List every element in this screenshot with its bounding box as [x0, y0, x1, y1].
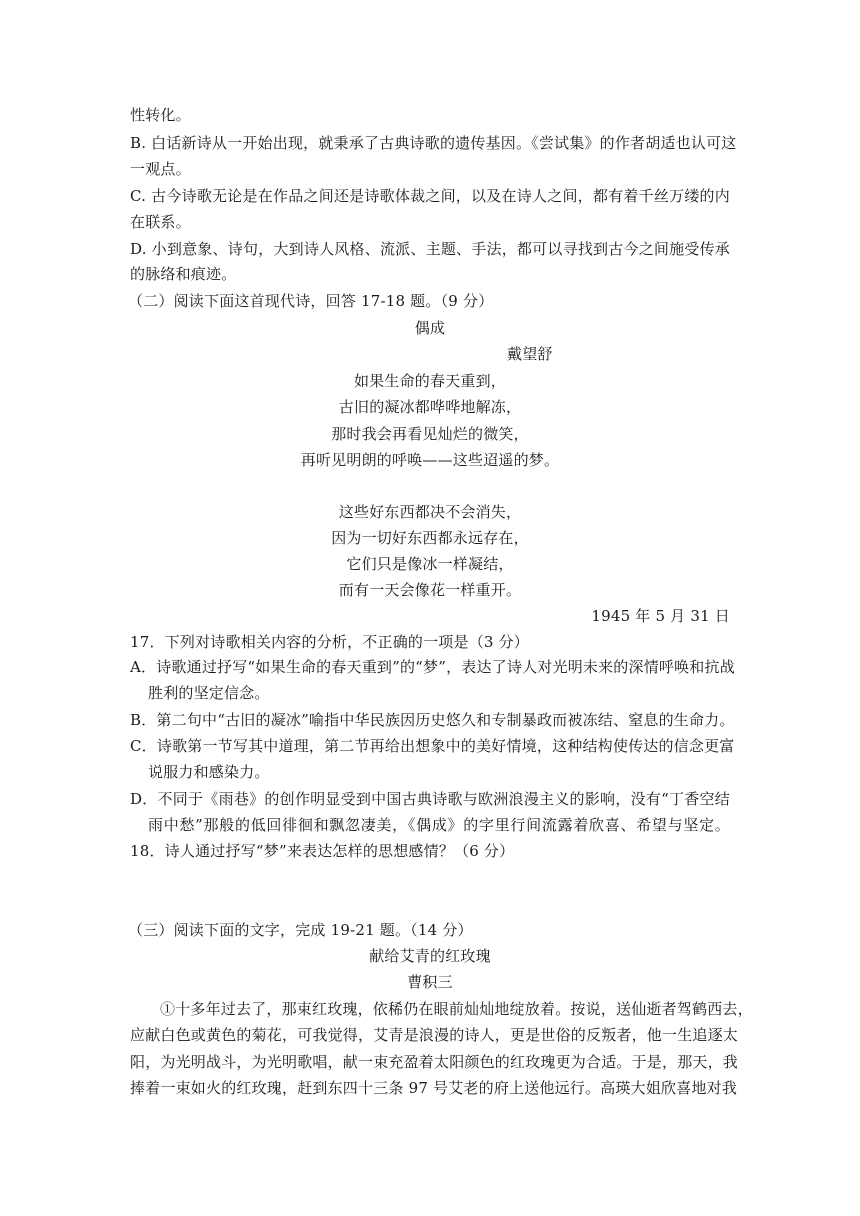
option-c-line1: C. 古今诗歌无论是在作品之间还是诗歌体裁之间，以及在诗人之间，都有着千丝万缕的内 — [130, 187, 730, 205]
q17-option-c-line1: C．诗歌第一节写其中道理，第二节再给出想象中的美好情境，这种结构使传达的信念更富 — [130, 737, 735, 755]
paragraph-line: 应献白色或黄色的菊花，可我觉得，艾青是浪漫的诗人，更是世俗的反叛者，他一生追逐太 — [130, 1026, 739, 1044]
option-b-line1: B. 白话新诗从一开始出现，就秉承了古典诗歌的遗传基因。《尝试集》的作者胡适也认可这 — [130, 134, 737, 152]
section-2-heading: （二）阅读下面这首现代诗，回答 17-18 题。（9 分） — [128, 292, 494, 310]
poem-date: 1945 年 5 月 31 日 — [591, 607, 730, 625]
poem-line: 如果生命的春天重到， — [353, 372, 506, 390]
poem-line: 古旧的凝冰都哗哗地解冻， — [338, 398, 522, 416]
question-17-stem: 17．下列对诗歌相关内容的分析，不正确的一项是（3 分） — [130, 633, 530, 651]
q17-option-b: B．第二句中“古旧的凝冰”喻指中华民族因历史悠久和专制暴政而被冻结、窒息的生命力。 — [130, 711, 735, 729]
option-c-line2: 在联系。 — [130, 213, 191, 231]
poem-title: 偶成 — [414, 319, 446, 337]
paragraph-line: 阳，为光明战斗，为光明歌唱，献一束充盈着太阳颜色的红玫瑰更为合适。于是，那天，我 — [130, 1053, 739, 1071]
poem-line: 再听见明朗的呼唤——这些迢遥的梦。 — [300, 451, 560, 469]
text-line: 性转化。 — [130, 106, 191, 124]
q17-option-d-line1: D．不同于《雨巷》的创作明显受到中国古典诗歌与欧洲浪漫主义的影响，没有“丁香空结 — [130, 790, 730, 808]
article-title: 献给艾青的红玫瑰 — [369, 947, 491, 965]
option-d-line1: D. 小到意象、诗句，大到诗人风格、流派、主题、手法，都可以寻找到古今之间施受传承 — [130, 240, 730, 258]
section-3-heading: （三）阅读下面的文字，完成 19-21 题。（14 分） — [128, 921, 473, 939]
option-d-line2: 的脉络和痕迹。 — [130, 265, 237, 283]
paragraph-line: ①十多年过去了，那束红玫瑰，依稀仍在眼前灿灿地绽放着。按说，送仙逝者驾鹤西去， — [160, 1000, 753, 1018]
poem-line: 这些好东西都决不会消失， — [338, 503, 522, 521]
poem-line: 而有一天会像花一样重开。 — [338, 581, 522, 599]
q17-option-d-line2: 雨中愁”那般的低回徘徊和飘忽凄美，《偶成》的字里行间流露着欣喜、希望与坚定。 — [148, 816, 730, 834]
poem-author: 戴望舒 — [507, 345, 553, 363]
q17-option-a-line1: A．诗歌通过抒写“如果生命的春天重到”的“梦”，表达了诗人对光明未来的深情呼唤和抗战 — [130, 658, 735, 676]
article-author: 曹积三 — [407, 973, 453, 991]
paragraph-line: 捧着一束如火的红玫瑰，赶到东四十三条 97 号艾老的府上送他远行。高瑛大姐欣喜地对我 — [130, 1079, 738, 1097]
question-18: 18．诗人通过抒写“梦”来表达怎样的思想感情？（6 分） — [130, 842, 515, 860]
q17-option-c-line2: 说服力和感染力。 — [148, 763, 270, 781]
option-b-line2: 一观点。 — [130, 160, 191, 178]
poem-line: 因为一切好东西都永远存在， — [331, 529, 529, 547]
poem-line: 它们只是像冰一样凝结， — [346, 555, 514, 573]
poem-line: 那时我会再看见灿烂的微笑， — [331, 425, 529, 443]
q17-option-a-line2: 胜利的坚定信念。 — [148, 684, 270, 702]
